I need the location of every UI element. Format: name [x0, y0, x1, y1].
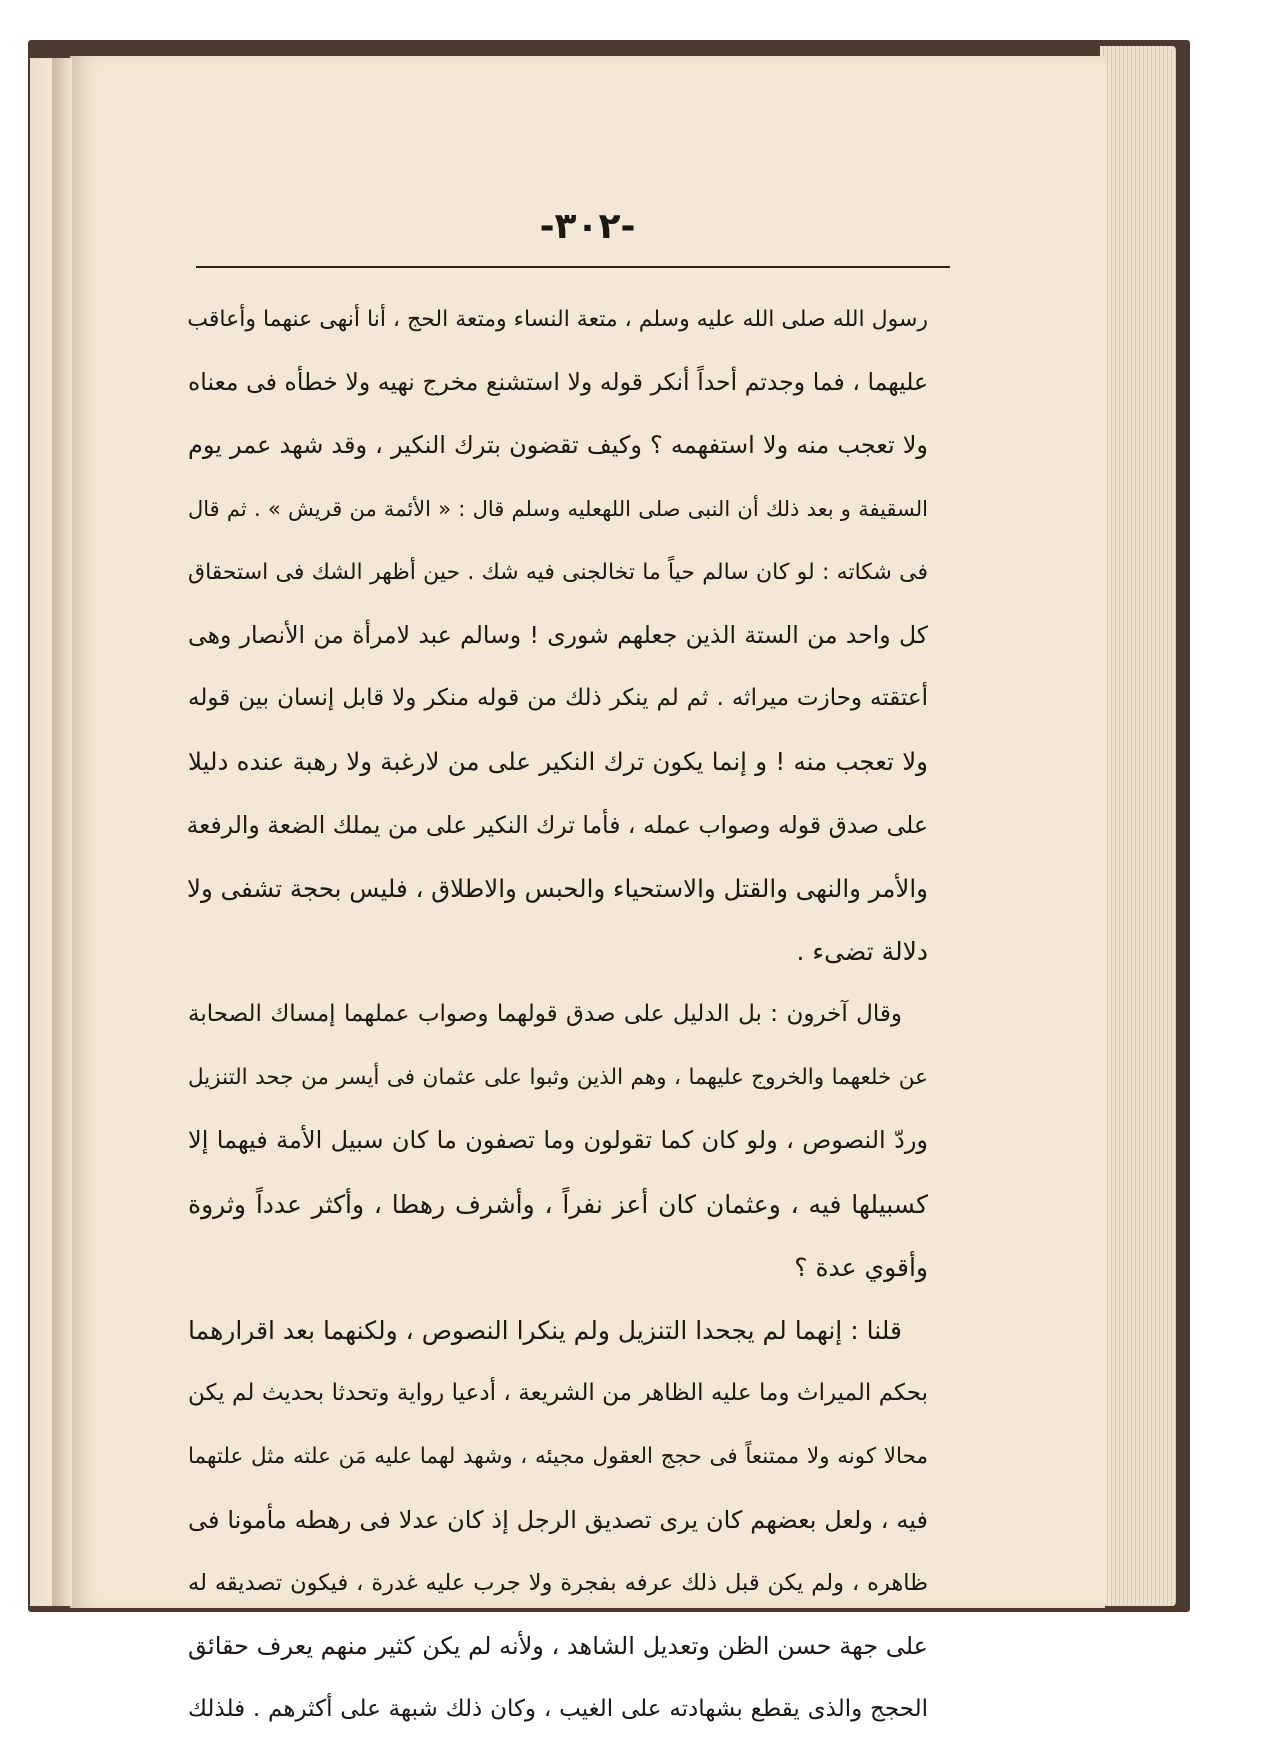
text-line: وقال آخرون : بل الدليل على صدق قولهما وصواب عملهما إمساك الصحابة [188, 1001, 902, 1028]
text-line: الحجج والذى يقطع بشهادته على الغيب ، وكان ذلك شبهة على أكثرهم . فلذلك [188, 1696, 928, 1723]
text-line: ولا تعجب منه ! و إنما يكون ترك النكير على من لارغبة ولا رهبة عنده دليلا [188, 747, 928, 777]
page-stack-edges [1100, 46, 1176, 1606]
left-page-edge [30, 58, 53, 1606]
text-line: بحكم الميراث وما عليه الظاهر من الشريعة ، أدعيا رواية وتحدثا بحديث لم يكن [188, 1380, 928, 1407]
body-text [188, 288, 928, 1741]
text-line: فى شكاته : لو كان سالم حياً ما تخالجنى فيه شك . حين أظهر الشك فى استحقاق [188, 559, 928, 585]
text-line: رسول الله صلى الله عليه وسلم ، متعة النساء ومتعة الحج ، أنا أنهى عنهما وأعاقب [187, 307, 928, 332]
header-rule [196, 266, 950, 268]
text-line: محالا كونه ولا ممتنعاً فى حجج العقول مجيئه ، وشهد لهما عليه مَن علته مثل علتهما [188, 1444, 928, 1470]
page-number: -٣٠٢- [539, 206, 636, 247]
text-line: وردّ النصوص ، ولو كان كما تقولون وما تصفون ما كان سبيل الأمة فيهما إلا [188, 1126, 928, 1155]
text-line: ولا تعجب منه ولا استفهمه ؟ وكيف تقضون بترك النكير ، وقد شهد عمر يوم [188, 431, 928, 460]
text-line: ظاهره ، ولم يكن قبل ذلك عرفه بفجرة ولا جرب عليه غدرة ، فيكون تصديقه له [188, 1569, 928, 1596]
text-line: دلالة تضىء . [796, 936, 928, 966]
text-line: على صدق قوله وصواب عمله ، فأما ترك النكير على من يملك الضعة والرفعة [186, 810, 928, 839]
text-line: كل واحد من الستة الذين جعلهم شورى ! وسالم عبد لامرأة من الأنصار وهى [188, 620, 928, 649]
text-line: عن خلعهما والخروج عليهما ، وهم الذين وثبوا على عثمان فى أيسر من جحد التنزيل [188, 1065, 928, 1091]
text-line: على جهة حسن الظن وتعديل الشاهد ، ولأنه لم يكن كثير منهم يعرف حقائق [188, 1631, 928, 1660]
text-line: كسبيلها فيه ، وعثمان كان أعز نفراً ، وأشرف رهطا ، وأكثر عدداً وثروة [188, 1189, 928, 1219]
text-line: فيه ، ولعل بعضهم كان يرى تصديق الرجل إذ كان عدلا فى رهطه مأمونا فى [188, 1505, 928, 1534]
text-line: وأقوي عدة ؟ [794, 1252, 928, 1282]
page-gutter [52, 58, 72, 1606]
text-line: أعتقته وحازت ميراثه . ثم لم ينكر ذلك من قوله منكر ولا قابل إنسان بين قوله [188, 685, 928, 712]
text-line: السقيفة و بعد ذلك أن النبى صلى اللهعليه وسلم قال : « الأئمة من قريش » . ثم قال [188, 496, 928, 521]
book-page [70, 56, 1105, 1723]
text-line: قلنا : إنهما لم يجحدا التنزيل ولم ينكرا النصوص ، ولكنهما بعد اقرارهما [188, 1316, 902, 1345]
text-line: عليهما ، فما وجدتم أحداً أنكر قوله ولا استشنع مخرج نهيه ولا خطأه فى معناه [188, 368, 928, 397]
text-line: والأمر والنهى والقتل والاستحياء والحبس والاطلاق ، فليس بحجة تشفى ولا [186, 873, 928, 903]
